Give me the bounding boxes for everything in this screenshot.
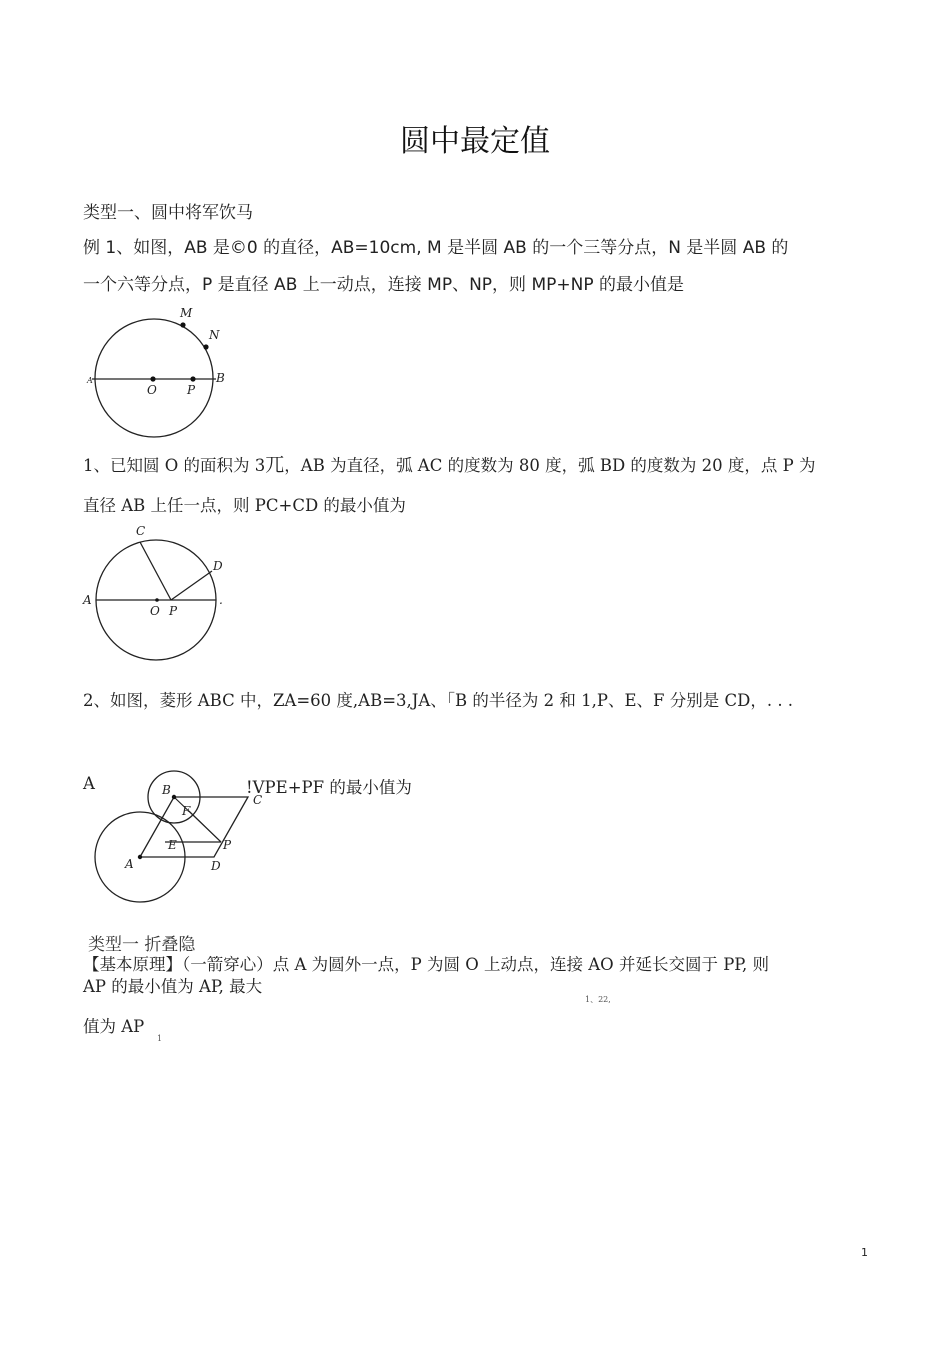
figure-3-rhombus-diagram: [90, 765, 275, 910]
figure-2-circle-diagram: [80, 522, 240, 667]
figure-1-circle-diagram: [85, 302, 235, 442]
problem1-line1-end: ，AB 为直径，弧 AC 的度数为 80 度，弧 BD 的度数为 20 度，点 P 为: [284, 456, 816, 475]
fig3-point-a: [138, 855, 142, 859]
fig1-point-m: [180, 322, 185, 327]
section-heading-2-text: 类型一 折叠隐: [88, 935, 196, 955]
example1-line2: 一个六等分点，P 是直径 AB 上一动点，连接 MP、NP，则 MP+NP 的最小值是: [83, 275, 684, 295]
problem1-pi: 兀: [265, 454, 285, 476]
fig2-label-a: A: [83, 593, 92, 607]
section-heading-2-clipped: [88, 930, 196, 955]
fig2-segment-cp: [140, 542, 171, 600]
page-title: 圆中最定值: [400, 124, 550, 159]
fig2-label-o: O: [150, 604, 160, 618]
problem2-line1: 2、如图，菱形 ABC 中，ZA=60 度,AB=3,JA、「B 的半径为 2 和 1,P、E、F 分别是 CD，. . .: [83, 691, 794, 710]
fig1-label-a: A: [87, 376, 93, 385]
problem1-line1-start: 1、已知圆 O 的面积为 3: [83, 456, 266, 475]
fig3-label-e: E: [168, 838, 177, 852]
fig3-label-b: B: [162, 783, 171, 797]
fig1-label-m: M: [180, 306, 193, 320]
example1-line1: 例 1、如图，AB 是©0 的直径，AB=10cm, M 是半圆 AB 的一个三等分点，N 是半圆 AB 的: [83, 238, 789, 258]
fig1-label-b: B: [216, 371, 225, 385]
fig1-point-o: [150, 376, 155, 381]
problem1-line2: 直径 AB 上任一点，则 PC+CD 的最小值为: [83, 496, 406, 515]
principle-subscript: 1、22,: [585, 995, 611, 1004]
fig3-point-b: [172, 795, 176, 799]
principle-line3: 值为 AP: [83, 1017, 145, 1036]
page-number: 1: [861, 1246, 868, 1259]
fig2-point-o: [155, 598, 159, 602]
fig2-segment-pd: [171, 571, 212, 600]
fig1-label-n: N: [209, 328, 220, 342]
problem2-line2: !VPE+PF 的最小值为: [246, 778, 412, 797]
fig3-label-d: D: [211, 859, 221, 873]
fig1-point-p: [190, 376, 195, 381]
fig3-label-a: A: [125, 857, 134, 871]
problem2-a-label: A: [83, 774, 95, 793]
fig3-rhombus-abcd: [140, 797, 248, 857]
principle-subscript-2: 1: [157, 1034, 163, 1043]
fig3-label-p: P: [223, 838, 232, 852]
fig1-point-n: [203, 344, 208, 349]
fig2-label-p: P: [169, 604, 178, 618]
fig1-label-p: P: [187, 383, 196, 397]
fig3-label-f: F: [182, 804, 191, 818]
fig2-label-d: D: [213, 559, 223, 573]
section-heading-1: 类型一、圆中将军饮马: [83, 203, 253, 223]
principle-line2: AP 的最小值为 AP, 最大: [83, 977, 263, 996]
fig3-label-c: C: [253, 793, 263, 807]
problem1-line1: [83, 450, 816, 477]
fig2-label-c: C: [136, 524, 146, 538]
principle-line1: 【基本原理】（一箭穿心）点 A 为圆外一点，P 为圆 O 上动点，连接 AO 并延长交圆于 PP, 则: [83, 955, 770, 974]
fig2-label-b: .: [219, 593, 223, 607]
fig1-label-o: O: [147, 383, 157, 397]
fig3-segment-fp: [189, 811, 221, 842]
